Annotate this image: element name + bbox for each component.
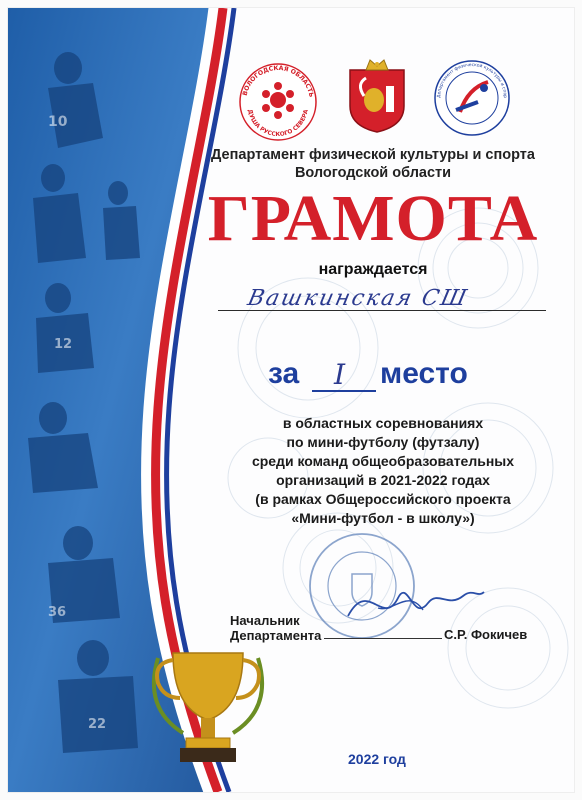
- awarded-label: награждается: [318, 261, 428, 278]
- place-value: I: [334, 358, 346, 391]
- awardee-underline: [218, 310, 546, 311]
- department-seal-logo: [432, 58, 512, 138]
- svg-text:36: 36: [48, 605, 67, 620]
- signature-label: [230, 613, 321, 643]
- certificate-title: ГРАМОТА: [207, 182, 539, 255]
- department-seal-text: Департамент физической культуры и спор: [436, 62, 508, 99]
- body-line-4: организаций в 2021-2022 годах: [276, 472, 490, 488]
- signature-label-line-1: Начальник: [230, 613, 300, 628]
- region-logo-bottom-text: ДУША РУССКОГО СЕВЕРА: [246, 108, 310, 139]
- certificate-year: 2022 год: [348, 751, 406, 767]
- place-suffix: место: [380, 357, 468, 390]
- region-emblem-logo: [236, 60, 320, 144]
- signature-line: [324, 638, 442, 639]
- coat-of-arms-icon: [346, 56, 408, 134]
- body-line-1: в областных соревнованиях: [282, 415, 484, 431]
- place-row: [268, 356, 528, 396]
- svg-text:12: 12: [54, 337, 73, 352]
- certificate-paper: [8, 8, 574, 792]
- body-line-5: (в рамках Общероссийского проекта: [255, 491, 511, 507]
- body-line-6: «Мини-футбол - в школу»): [291, 510, 475, 526]
- body-line-3: среди команд общеобразовательных: [251, 453, 515, 469]
- svg-text:22: 22: [88, 717, 107, 732]
- signature-label-line-2: Департамента: [230, 628, 322, 643]
- awardee-name: Вашкинская СШ: [245, 286, 471, 311]
- department-line-1: Департамент физической культуры и спорта: [211, 147, 535, 163]
- body-line-2: по мини-футболу (футзалу): [286, 434, 480, 450]
- svg-text:10: 10: [48, 114, 68, 130]
- department-name: [198, 146, 548, 182]
- place-underline: [312, 390, 376, 392]
- region-logo-top-text: ВОЛОГОДСКАЯ ОБЛАСТЬ: [241, 64, 315, 98]
- department-line-2: Вологодской области: [294, 165, 452, 181]
- signer-name: С.Р. Фокичев: [444, 627, 528, 642]
- place-prefix: за: [268, 357, 300, 390]
